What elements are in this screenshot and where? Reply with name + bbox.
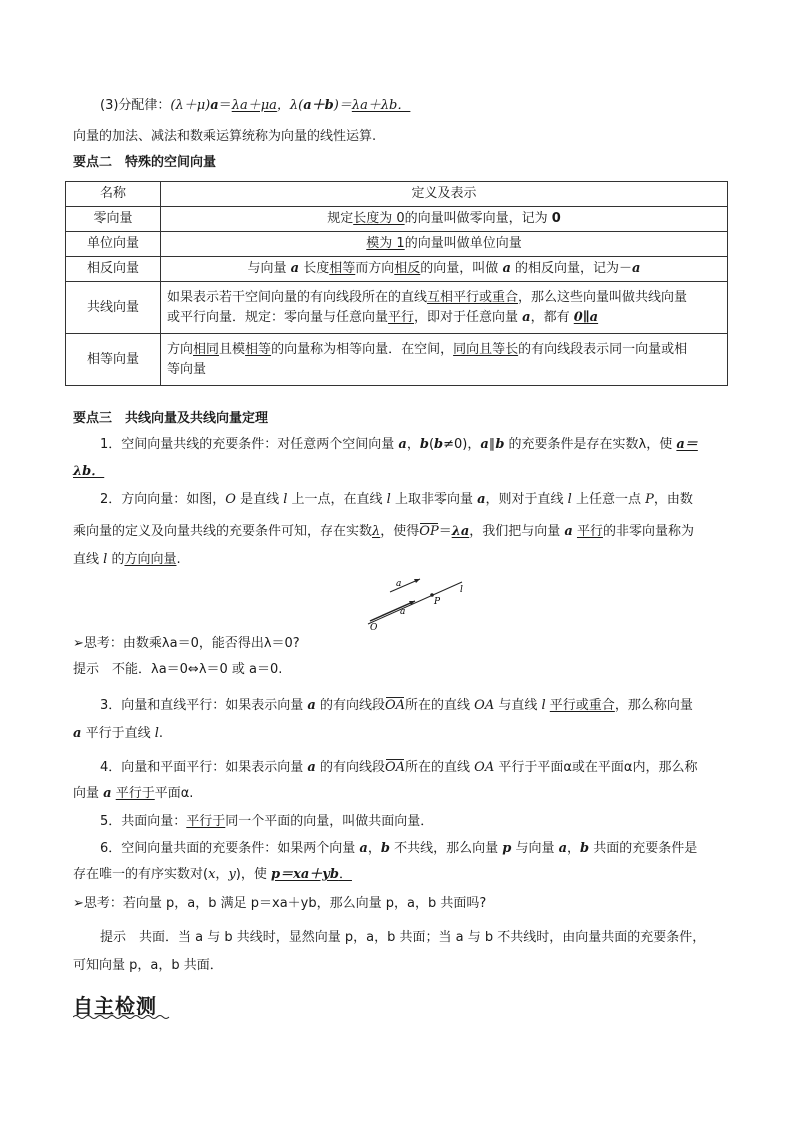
row-name: 共线向量	[66, 282, 161, 334]
formula-part: a＋b	[303, 98, 334, 113]
text: ，使得	[380, 524, 420, 539]
row-def	[161, 232, 728, 257]
header-name: 名称	[66, 182, 161, 207]
text: 上取非零向量	[390, 492, 478, 507]
blank: a＝	[676, 437, 698, 452]
def-text: ，那么这些向量叫做共线向量	[518, 289, 688, 305]
def-blank: 相等	[245, 341, 272, 357]
vec: a	[477, 492, 486, 507]
var: l	[386, 492, 391, 507]
text: ，由数	[653, 492, 693, 507]
text: 的	[107, 552, 125, 567]
special-vectors-table	[65, 181, 728, 386]
def-blank: 互相平行或重合	[427, 289, 519, 305]
section3-heading: 要点三 共线向量及共线向量定理	[73, 411, 269, 426]
label-P: P	[434, 597, 441, 607]
think-2-answer-1: 提示 共面．当 a 与 b 共线时，显然向量 p，a，b 共面；当 a 与 b 不共线时，由向量共面的充要条件，	[100, 930, 706, 945]
vec: b	[580, 841, 590, 856]
think-1-answer: 提示 不能．λa＝0⇔λ＝0 或 a＝0.	[73, 662, 283, 677]
var: P	[645, 492, 654, 507]
vec: p	[502, 841, 512, 856]
text: 共面的充要条件是	[589, 841, 698, 856]
blank: λa	[451, 524, 470, 539]
vec-a: a	[502, 261, 511, 276]
text: 所在的直线	[405, 698, 475, 713]
header-def: 定义及表示	[161, 182, 728, 207]
var: l	[541, 698, 546, 713]
formula-part: )＝	[333, 98, 352, 113]
table-header-row	[66, 182, 728, 207]
vec-a: a	[522, 309, 531, 325]
para-2-line-1	[100, 490, 693, 510]
text: 向量	[73, 786, 104, 801]
text: 存在唯一的有序实数对(	[73, 867, 209, 882]
text: .	[158, 726, 164, 741]
formula-part: a	[210, 98, 219, 113]
text: ，	[567, 841, 581, 856]
row-name: 相等向量	[66, 334, 161, 386]
text: 平面α.	[154, 786, 194, 801]
def-blank: 0∥a	[573, 309, 599, 325]
table-row	[66, 257, 728, 282]
vec: a	[398, 437, 407, 452]
def-text: 的向量叫做零向量，记为	[404, 211, 552, 226]
def-text: 的向量叫做单位向量	[404, 236, 522, 251]
def-blank: 相反	[394, 261, 421, 276]
blank: 平行于	[115, 786, 155, 801]
text: ，我们把与向量	[469, 524, 565, 539]
vec: b	[419, 437, 429, 452]
var: OA	[474, 698, 495, 713]
text: ≠0)，	[443, 437, 481, 452]
text: 3．向量和直线平行：如果表示向量	[100, 698, 308, 713]
def-text: 如果表示若干空间向量的有向线段所在的直线	[167, 289, 428, 305]
vec: a	[558, 841, 568, 856]
text: 平行于平面α或在平面α内，那么称	[494, 760, 698, 775]
think-2-answer-2: 可知向量 p，a，b 共面．	[73, 958, 223, 973]
para-5	[100, 812, 433, 832]
vector-op: OP	[419, 522, 438, 542]
direction-vector-figure	[360, 574, 480, 632]
text: 平行于直线	[81, 726, 155, 741]
vec: a	[480, 437, 489, 452]
vec: b	[380, 841, 390, 856]
text: 思考：若向量 p，a，b 满足 p＝xa＋yb，那么向量 p，a，b 共面吗?	[83, 896, 487, 911]
vector-op: OA	[385, 696, 405, 716]
distributive-law	[100, 96, 410, 116]
para-6-line-1	[100, 839, 697, 859]
text: 是直线	[235, 492, 284, 507]
blank: λ	[372, 524, 381, 539]
def-blank: 长度为 0	[353, 211, 405, 226]
text: 思考：由数乘λa＝0，能否得出λ＝0?	[83, 636, 300, 651]
para-3-line-1	[100, 696, 693, 716]
row-def	[161, 282, 728, 334]
vec-a: a	[632, 261, 641, 276]
line-l	[368, 582, 462, 624]
var: l	[567, 492, 572, 507]
row-name: 单位向量	[66, 232, 161, 257]
self-check-heading: 自主检测	[73, 994, 157, 1018]
def-text: 的相反向量，记为－	[510, 261, 633, 276]
def-blank: 相同	[193, 341, 220, 357]
text: 2．方向向量：如图，	[100, 492, 226, 507]
para-1-line-2	[73, 462, 104, 482]
var: y	[228, 867, 236, 882]
para-4-line-1	[100, 758, 698, 778]
def-text: 与向量	[247, 261, 291, 276]
def-text: 而方向	[355, 261, 395, 276]
para-6-line-2	[73, 865, 352, 885]
text: 4．向量和平面平行：如果表示向量	[100, 760, 308, 775]
distributive-label: (3)分配律：	[100, 98, 171, 113]
text: ，则对于直线	[485, 492, 568, 507]
text: 5．共面向量：	[100, 814, 187, 829]
text: .	[176, 552, 181, 567]
vec: b	[495, 437, 505, 452]
text: 的有向线段	[315, 760, 385, 775]
formula-part: ，λ(	[276, 98, 304, 113]
def-text: 等向量	[167, 361, 207, 377]
think-1-question	[73, 634, 300, 654]
vec-a: a	[290, 261, 300, 276]
text: ＝	[438, 524, 452, 539]
table-row	[66, 232, 728, 257]
text: (	[428, 437, 435, 452]
label-a: a	[400, 607, 406, 617]
text: 的充要条件是存在实数λ，使	[504, 437, 677, 452]
text: 所在的直线	[405, 760, 475, 775]
def-blank: 相等	[329, 261, 356, 276]
text: 不共线，那么向量	[389, 841, 503, 856]
def-text: 的向量称为相等向量．在空间，	[271, 341, 454, 357]
text: ，那么称向量	[614, 698, 693, 713]
text: ，	[367, 841, 381, 856]
blank: 方向向量	[124, 552, 177, 567]
def-text: 或平行向量．规定：零向量与任意向量	[167, 309, 389, 325]
text: 与向量	[511, 841, 559, 856]
def-text: 规定	[327, 211, 354, 226]
text: 上一点，在直线	[287, 492, 387, 507]
vec: a	[103, 786, 112, 801]
blank: ．	[338, 867, 352, 882]
para-4-line-2	[73, 784, 193, 804]
vec: a	[307, 760, 316, 775]
text: 直线	[73, 552, 104, 567]
table-row	[66, 207, 728, 232]
def-text: ，都有	[530, 309, 574, 325]
def-text: ，即对于任意向量	[414, 309, 523, 325]
def-text: 长度	[299, 261, 330, 276]
var: O	[225, 492, 236, 507]
text: ，	[215, 867, 229, 882]
blank: 平行于	[186, 814, 226, 829]
blank: 平行	[576, 524, 603, 539]
row-def	[161, 334, 728, 386]
para-2-line-2	[73, 522, 694, 542]
text: 的非零向量称为	[602, 524, 694, 539]
vec: a	[359, 841, 368, 856]
linear-ops-text: 向量的加法、减法和数乘运算统称为向量的线性运算.	[73, 129, 377, 144]
text: 与直线	[494, 698, 542, 713]
text: 同一个平面的向量，叫做共面向量．	[225, 814, 434, 829]
text: ，	[406, 437, 420, 452]
row-name: 相反向量	[66, 257, 161, 282]
text: 乘向量的定义及向量共线的充要条件可知，存在实数	[73, 524, 373, 539]
label-l: l	[460, 585, 463, 595]
def-text: 的有向线段表示同一向量或相	[518, 341, 688, 357]
row-name: 零向量	[66, 207, 161, 232]
vec: a	[73, 726, 82, 741]
formula-blank: λa＋μa	[231, 98, 277, 113]
def-text: 方向	[167, 341, 194, 357]
def-blank: 平行	[388, 309, 415, 325]
var: x	[208, 867, 216, 882]
var: l	[103, 552, 108, 567]
section2-heading: 要点二 特殊的空间向量	[73, 155, 217, 170]
vec: a	[564, 524, 573, 539]
def-blank: 模为 1	[366, 236, 405, 251]
vec: b	[434, 437, 444, 452]
blank: p＝xa＋yb	[271, 867, 339, 882]
var: OA	[474, 760, 495, 775]
label-a: a	[396, 579, 402, 589]
text: 1．空间向量共线的充要条件：对任意两个空间向量	[100, 437, 399, 452]
wavy-underline	[73, 1014, 173, 1020]
zero-vector-symbol: 0	[551, 211, 561, 226]
think-2-question	[73, 894, 486, 914]
blank: λb．	[73, 464, 105, 479]
table-row	[66, 334, 728, 386]
formula-part: ＝	[218, 98, 232, 113]
text: 上任意一点	[571, 492, 646, 507]
para-3-line-2	[73, 724, 163, 744]
text: ∥	[488, 437, 496, 452]
text: 的有向线段	[315, 698, 385, 713]
para-2-line-3	[73, 550, 181, 570]
def-blank: 同向且等长	[453, 341, 519, 357]
think-arrow-icon: ➢	[73, 636, 84, 651]
row-def	[161, 207, 728, 232]
text: )，使	[235, 867, 272, 882]
vector-op: OA	[385, 758, 405, 778]
para-1-line-1	[100, 435, 698, 455]
def-text: 且模	[219, 341, 246, 357]
vec: a	[307, 698, 316, 713]
blank: 平行或重合	[549, 698, 615, 713]
vector-a-arrow	[370, 601, 415, 621]
def-text: 的向量，叫做	[420, 261, 503, 276]
var: l	[154, 726, 159, 741]
row-def	[161, 257, 728, 282]
text: 6．空间向量共面的充要条件：如果两个向量	[100, 841, 360, 856]
table-row	[66, 282, 728, 334]
formula-blank: λa＋λb．	[351, 98, 411, 113]
think-arrow-icon: ➢	[73, 896, 84, 911]
label-O: O	[370, 623, 378, 632]
var: l	[283, 492, 288, 507]
formula-part: (λ＋μ)	[170, 98, 211, 113]
